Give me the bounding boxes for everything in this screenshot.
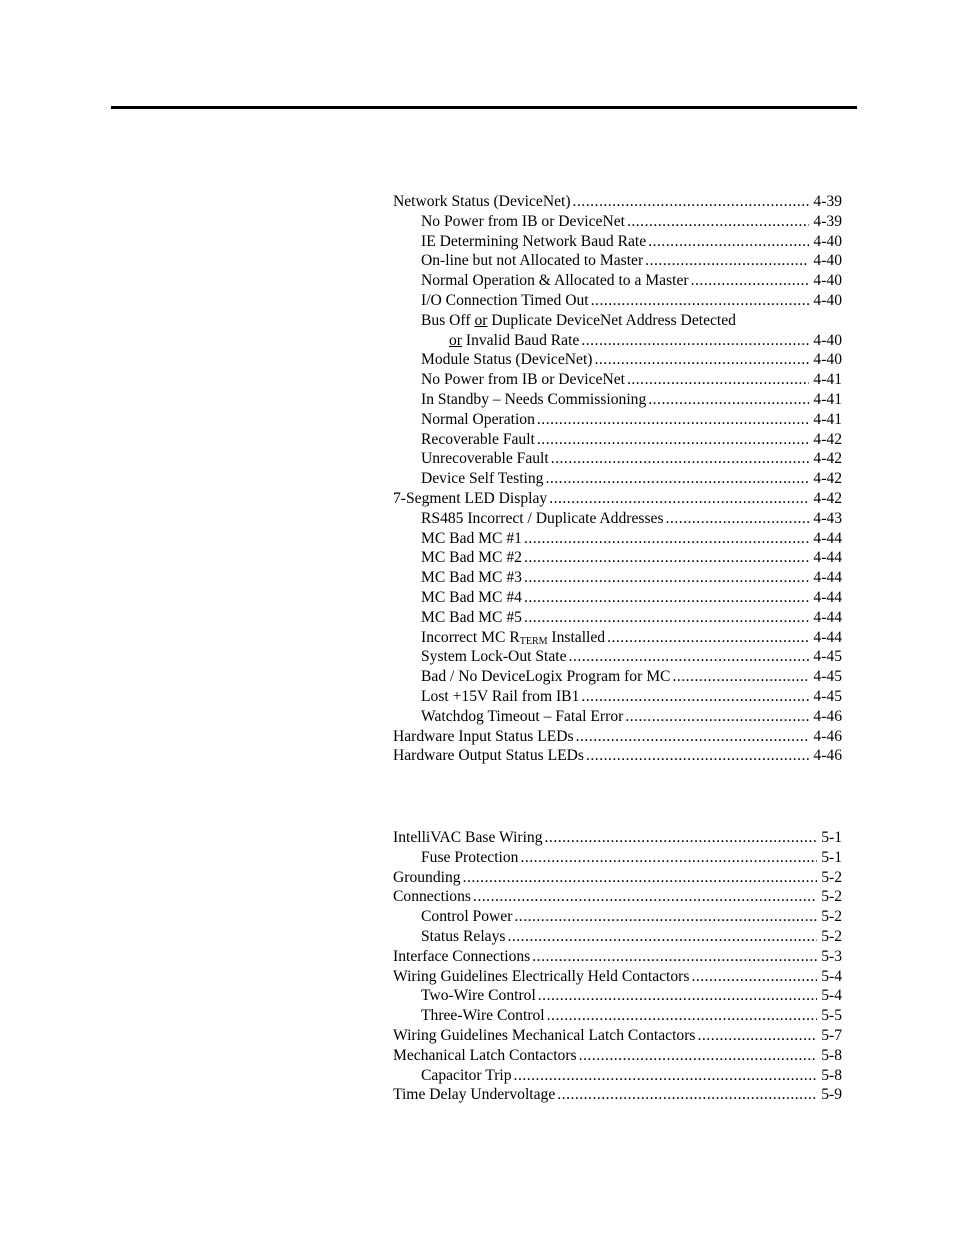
- toc-entry-title: Normal Operation & Allocated to a Master: [421, 272, 689, 290]
- toc-entry-title: Watchdog Timeout – Fatal Error: [421, 707, 624, 725]
- page-number: 4-44: [813, 549, 842, 567]
- toc-entry-title: Fuse Protection: [421, 848, 519, 866]
- header-rule: [111, 106, 857, 109]
- dot-leader: [691, 967, 817, 987]
- dot-leader: [557, 1085, 817, 1105]
- toc-entry-on-line-but-not-allocated-to-master[interactable]: [393, 251, 842, 271]
- toc-entry-no-power-from-ib-or-devicenet[interactable]: [393, 370, 842, 390]
- dot-leader: [547, 1006, 818, 1026]
- dot-leader: [576, 727, 810, 747]
- page-number: 4-40: [813, 272, 842, 290]
- dot-leader: [607, 628, 809, 648]
- toc-entry-control-power[interactable]: [393, 907, 842, 927]
- dot-leader: [473, 887, 817, 907]
- page-number: 4-43: [813, 509, 842, 527]
- toc-entry-title: MC Bad MC #2: [421, 549, 522, 567]
- toc-entry-title: Hardware Output Status LEDs: [393, 747, 584, 765]
- dot-leader: [507, 927, 817, 947]
- toc-entry-mc-bad-mc-5[interactable]: [393, 608, 842, 628]
- toc-entry-hardware-output-status-leds[interactable]: [393, 746, 842, 766]
- page-number: 4-40: [813, 351, 842, 369]
- toc-entry-no-power-from-ib-or-devicenet[interactable]: [393, 212, 842, 232]
- page-number: 4-44: [813, 569, 842, 587]
- toc-entry-mechanical-latch-contactors[interactable]: [393, 1046, 842, 1066]
- toc-entry-normal-operation[interactable]: [393, 410, 842, 430]
- dot-leader: [545, 469, 809, 489]
- page-number: 4-41: [813, 410, 842, 428]
- page-number: 5-2: [821, 888, 842, 906]
- title-text: Incorrect MC R: [421, 628, 520, 646]
- page-number: 4-39: [813, 212, 842, 230]
- toc-entry-mc-bad-mc-4[interactable]: [393, 588, 842, 608]
- toc-entry-rs485-incorrect-duplicate-addresses[interactable]: [393, 509, 842, 529]
- page-number: 4-44: [813, 608, 842, 626]
- toc-entry-title: MC Bad MC #5: [421, 608, 522, 626]
- dot-leader: [627, 212, 809, 232]
- dot-leader: [625, 707, 809, 727]
- dot-leader: [591, 291, 810, 311]
- toc-entry-mc-bad-mc-3[interactable]: [393, 568, 842, 588]
- toc-entry-i-o-connection-timed-out[interactable]: [393, 291, 842, 311]
- dot-leader: [463, 868, 818, 888]
- dot-leader: [524, 568, 809, 588]
- toc-entry-title: [421, 628, 605, 648]
- dot-leader: [648, 390, 809, 410]
- dot-leader: [537, 430, 810, 450]
- dot-leader: [520, 848, 817, 868]
- dot-leader: [537, 410, 810, 430]
- toc-entry-title: Wiring Guidelines Electrically Held Contactors: [393, 967, 690, 985]
- toc-entry-title: Unrecoverable Fault: [421, 450, 549, 468]
- dot-leader: [549, 489, 809, 509]
- toc-entry-bad-no-devicelogix-program-for-mc[interactable]: [393, 667, 842, 687]
- title-text: Installed: [547, 628, 606, 646]
- toc-entry-title: Status Relays: [421, 927, 506, 945]
- toc-entry-title: Recoverable Fault: [421, 430, 535, 448]
- toc-entry-title: MC Bad MC #3: [421, 569, 522, 587]
- toc-entry-7-segment-led-display[interactable]: [393, 489, 842, 509]
- dot-leader: [573, 192, 810, 212]
- page-number: 4-42: [813, 470, 842, 488]
- toc-entry-title: IntelliVAC Base Wiring: [393, 829, 543, 846]
- toc-entry-incorrect-mc-rterm-installed[interactable]: [393, 628, 842, 648]
- toc-entry-ie-determining-network-baud-rate[interactable]: [393, 232, 842, 252]
- toc-entry-title: Interface Connections: [393, 947, 531, 965]
- toc-entry-title: IE Determining Network Baud Rate: [421, 232, 647, 250]
- toc-entry-title: Two-Wire Control: [421, 987, 536, 1005]
- dot-leader: [524, 608, 809, 628]
- title-subscript: TERM: [519, 635, 548, 647]
- page-number: 5-7: [821, 1026, 842, 1044]
- page-number: 4-44: [813, 529, 842, 547]
- toc-entry-title: Network Status (DeviceNet): [393, 193, 571, 210]
- dot-leader: [581, 687, 809, 707]
- toc-entry-title: I/O Connection Timed Out: [421, 291, 589, 309]
- page-number: 4-42: [813, 450, 842, 468]
- toc-entry-wiring-guidelines-mechanical-latch-conta[interactable]: [393, 1026, 842, 1046]
- page-number: 5-5: [821, 1007, 842, 1025]
- toc-entry-title: Lost +15V Rail from IB1: [421, 687, 580, 705]
- toc-entry-title: Bad / No DeviceLogix Program for MC: [421, 668, 671, 686]
- title-text: Invalid Baud Rate: [462, 331, 580, 349]
- dot-leader: [545, 828, 818, 848]
- toc-entry-in-standby-needs-commissioning[interactable]: [393, 390, 842, 410]
- page-number: 5-8: [821, 1066, 842, 1084]
- toc-entry-connections[interactable]: [393, 887, 842, 907]
- title-text: Duplicate DeviceNet Address Detected: [487, 311, 736, 329]
- page-number: 5-1: [821, 848, 842, 866]
- dot-leader: [672, 667, 809, 687]
- toc-section-4: [393, 192, 842, 766]
- toc-entry-title: MC Bad MC #1: [421, 529, 522, 547]
- toc-entry-system-lock-out-state[interactable]: [393, 647, 842, 667]
- toc-entry-title: [421, 311, 736, 331]
- toc-entry-status-relays[interactable]: [393, 927, 842, 947]
- page-number: 4-42: [813, 430, 842, 448]
- toc-entry-title: Connections: [393, 888, 471, 906]
- toc-entry-title: System Lock-Out State: [421, 648, 567, 666]
- toc-entry-title: Capacitor Trip: [421, 1066, 512, 1084]
- page-number: 5-4: [821, 987, 842, 1005]
- dot-leader: [524, 588, 809, 608]
- dot-leader: [524, 548, 809, 568]
- toc-entry-title: Grounding: [393, 868, 461, 886]
- page-number: 5-2: [821, 927, 842, 945]
- dot-leader: [595, 350, 810, 370]
- title-emphasis: or: [449, 331, 462, 349]
- page-number: 4-40: [813, 232, 842, 250]
- toc-entry-title: Three-Wire Control: [421, 1007, 545, 1025]
- toc-entry-title: Device Self Testing: [421, 470, 544, 488]
- dot-leader: [581, 331, 809, 351]
- title-emphasis: or: [474, 311, 488, 329]
- toc-entry-title: 7-Segment LED Display: [393, 489, 548, 507]
- page-number: 4-39: [813, 193, 842, 210]
- dot-leader: [569, 647, 810, 667]
- dot-leader: [627, 370, 809, 390]
- page-number: 4-46: [813, 747, 842, 765]
- page-number: 4-45: [813, 687, 842, 705]
- toc-entry-title: Hardware Input Status LEDs: [393, 727, 574, 745]
- page-number: 5-2: [821, 868, 842, 886]
- page-number: 4-44: [813, 588, 842, 606]
- dot-leader: [579, 1046, 818, 1066]
- toc-entry-wiring-guidelines-electrically-held-cont[interactable]: [393, 967, 842, 987]
- toc-entry-title: Time Delay Undervoltage: [393, 1086, 556, 1104]
- page-number: 4-46: [813, 707, 842, 725]
- title-text: Bus Off: [421, 311, 475, 329]
- toc-entry-title: RS485 Incorrect / Duplicate Addresses: [421, 509, 664, 527]
- toc-entry-intellivac-base-wiring[interactable]: [393, 828, 842, 848]
- toc-entry-grounding[interactable]: [393, 868, 842, 888]
- toc-entry-interface-connections[interactable]: [393, 947, 842, 967]
- page-number: 4-40: [813, 291, 842, 309]
- toc-entry-title: No Power from IB or DeviceNet: [421, 371, 625, 389]
- dot-leader: [648, 232, 809, 252]
- toc-entry-device-self-testing[interactable]: [393, 469, 842, 489]
- toc-entry-normal-operation-allocated-to-a-master[interactable]: [393, 271, 842, 291]
- toc-entry-unrecoverable-fault[interactable]: [393, 449, 842, 469]
- page-number: 4-41: [813, 390, 842, 408]
- page-number: 4-40: [813, 331, 842, 349]
- toc-entry-module-status-devicenet[interactable]: [393, 350, 842, 370]
- page-number: 5-8: [821, 1046, 842, 1064]
- dot-leader: [524, 529, 809, 549]
- toc-entry-or-invalid-baud-rate[interactable]: [393, 331, 842, 351]
- page-number: 4-46: [813, 727, 842, 745]
- toc-entry-watchdog-timeout-fatal-error[interactable]: [393, 707, 842, 727]
- dot-leader: [691, 271, 810, 291]
- page-number: 4-45: [813, 648, 842, 666]
- toc-entry-title: On-line but not Allocated to Master: [421, 252, 644, 270]
- toc-entry-title: Wiring Guidelines Mechanical Latch Contactors: [393, 1026, 696, 1044]
- toc-entry-time-delay-undervoltage[interactable]: [393, 1085, 842, 1105]
- toc-entry-two-wire-control[interactable]: [393, 986, 842, 1006]
- page-number: 5-2: [821, 908, 842, 926]
- toc-entry-network-status-devicenet[interactable]: [393, 192, 842, 212]
- page-number: 5-9: [821, 1086, 842, 1104]
- page-number: 4-42: [813, 489, 842, 507]
- toc-entry-title: [449, 331, 579, 351]
- toc-section-5: [393, 828, 842, 1105]
- toc-entry-fuse-protection[interactable]: [393, 848, 842, 868]
- toc-entry-lost-15v-rail-from-ib1[interactable]: [393, 687, 842, 707]
- toc-entry-mc-bad-mc-2[interactable]: [393, 548, 842, 568]
- page-number: 4-45: [813, 668, 842, 686]
- toc-entry-title: MC Bad MC #4: [421, 588, 522, 606]
- page-number: 5-1: [821, 829, 842, 846]
- toc-entry-title: In Standby – Needs Commissioning: [421, 390, 647, 408]
- page-number: 4-41: [813, 371, 842, 389]
- page-number: 4-44: [813, 628, 842, 646]
- dot-leader: [514, 1066, 818, 1086]
- toc-entry-title: Module Status (DeviceNet): [421, 351, 593, 369]
- toc-entry-hardware-input-status-leds[interactable]: [393, 727, 842, 747]
- toc-entry-title: No Power from IB or DeviceNet: [421, 212, 625, 230]
- dot-leader: [532, 947, 817, 967]
- toc-entry-title: Normal Operation: [421, 410, 535, 428]
- dot-leader: [538, 986, 817, 1006]
- toc-entry-bus-off-or-duplicate-devicenet-address-d[interactable]: [393, 311, 842, 331]
- page-number: 4-40: [813, 252, 842, 270]
- dot-leader: [514, 907, 817, 927]
- toc-entry-mc-bad-mc-1[interactable]: [393, 529, 842, 549]
- toc-entry-three-wire-control[interactable]: [393, 1006, 842, 1026]
- page-number: 5-4: [821, 967, 842, 985]
- toc-entry-title: Mechanical Latch Contactors: [393, 1046, 577, 1064]
- dot-leader: [586, 746, 809, 766]
- dot-leader: [645, 251, 809, 271]
- dot-leader: [698, 1026, 818, 1046]
- dot-leader: [666, 509, 810, 529]
- toc-entry-recoverable-fault[interactable]: [393, 430, 842, 450]
- toc-entry-capacitor-trip[interactable]: [393, 1066, 842, 1086]
- page-number: 5-3: [821, 947, 842, 965]
- toc-entry-title: Control Power: [421, 908, 513, 926]
- dot-leader: [551, 449, 810, 469]
